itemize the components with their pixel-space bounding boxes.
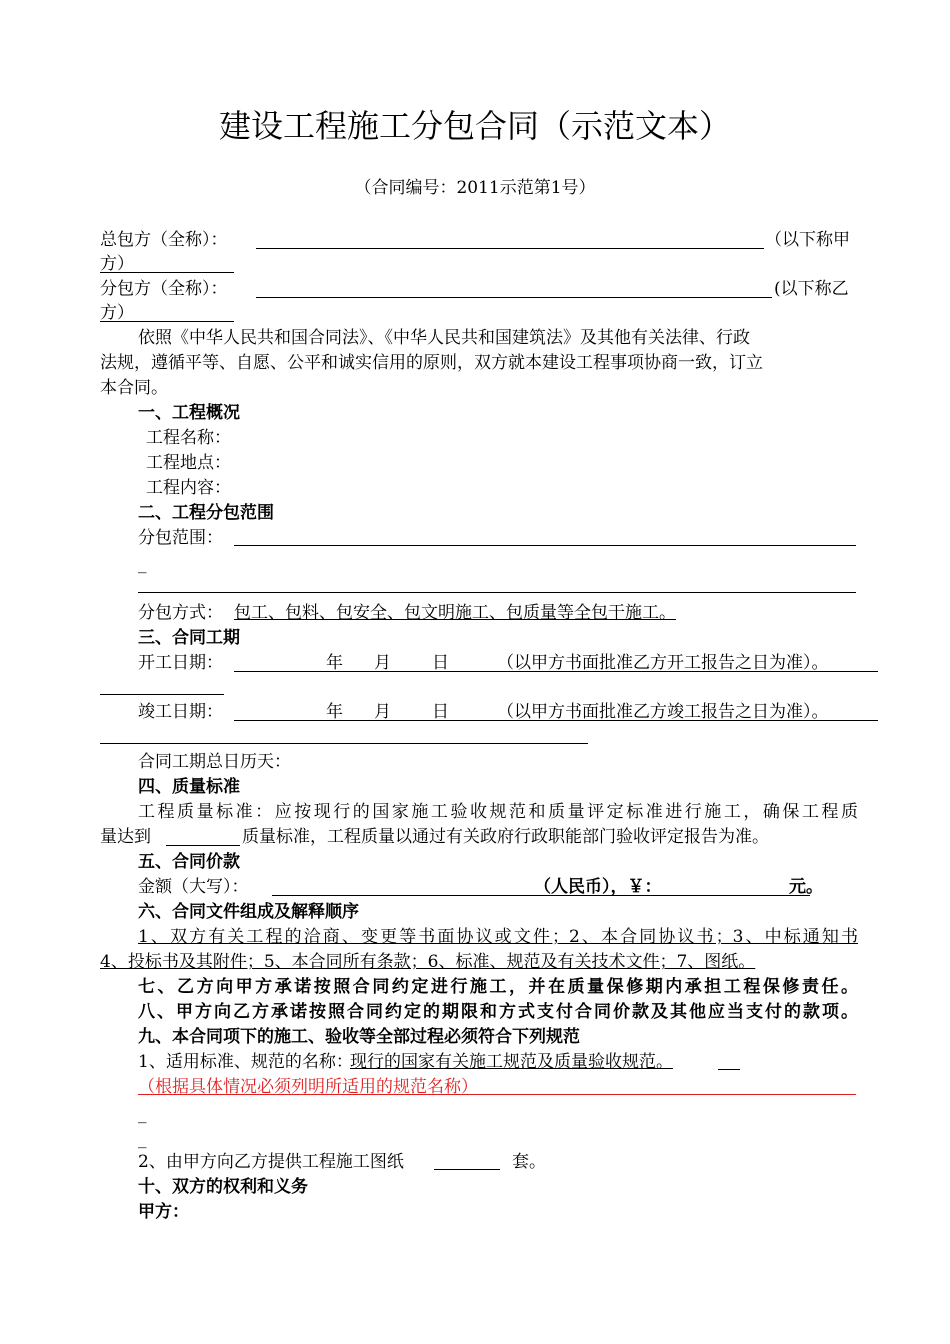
preamble-line-1: 依照《中华人民共和国合同法》、《中华人民共和国建筑法》及其他有关法律、行政 xyxy=(138,328,750,348)
contract-number: （合同编号：2011示范第1号） xyxy=(354,178,596,198)
standards-value: 现行的国家有关施工规范及质量验收规范。 xyxy=(350,1052,673,1072)
amount-yuan-label: 元。 xyxy=(789,877,823,897)
amount-rmb-label: （人民币），￥： xyxy=(534,877,662,897)
standards-underline-tail xyxy=(718,1069,740,1070)
end-date-label: 竣工日期： xyxy=(138,702,223,722)
total-days-label: 合同工期总日历天： xyxy=(138,752,291,772)
scope-field[interactable] xyxy=(234,545,856,546)
start-date-label: 开工日期： xyxy=(138,653,223,673)
general-contractor-field[interactable] xyxy=(256,248,764,249)
subcontractor-suffix-2: 方） xyxy=(100,303,134,323)
section-10-heading: 十、双方的权利和义务 xyxy=(138,1177,308,1197)
section-3-heading: 三、合同工期 xyxy=(138,628,240,648)
drawings-count-field[interactable] xyxy=(434,1169,500,1170)
end-month: 月 xyxy=(374,702,391,722)
drawings-label: 2、由甲方向乙方提供工程施工图纸 xyxy=(138,1152,404,1172)
start-date-note: （以甲方书面批准乙方开工报告之日为准）。 xyxy=(497,653,829,673)
end-date-note: （以甲方书面批准乙方竣工报告之日为准）。 xyxy=(497,702,829,722)
drawings-unit: 套。 xyxy=(512,1152,546,1172)
party-a-label: 甲方： xyxy=(138,1202,189,1222)
section-5-heading: 五、合同价款 xyxy=(138,852,240,872)
subcontractor-suffix: (以下称乙 xyxy=(774,279,849,299)
quality-line-2a: 量达到 xyxy=(100,827,151,847)
end-year: 年 xyxy=(326,702,343,722)
scope-label: 分包范围： xyxy=(138,528,223,548)
scope-field-line-2[interactable] xyxy=(138,592,856,593)
standards-dash-1: _ xyxy=(138,1104,147,1124)
end-date-continuation xyxy=(100,743,588,744)
start-date-continuation xyxy=(100,694,224,695)
standards-red-note: （根据具体情况必须列明所适用的规范名称） xyxy=(138,1077,478,1097)
section-2-heading: 二、工程分包范围 xyxy=(138,503,274,523)
quality-line-1: 工程质量标准：应按现行的国家施工验收规范和质量评定标准进行施工，确保工程质 xyxy=(138,802,858,822)
method-label: 分包方式： xyxy=(138,603,223,623)
documents-order-line-1: 1、双方有关工程的洽商、变更等书面协议或文件；2、本合同协议书；3、中标通知书 xyxy=(138,927,858,947)
standards-dash-2: _ xyxy=(138,1129,147,1149)
quality-line-2b: 质量标准，工程质量以通过有关政府行政职能部门验收评定报告为准。 xyxy=(242,827,769,847)
document-title: 建设工程施工分包合同（示范文本） xyxy=(218,107,731,145)
subcontractor-field[interactable] xyxy=(256,297,772,298)
section-9-heading: 九、本合同项下的施工、验收等全部过程必须符合下列规范 xyxy=(138,1027,580,1047)
project-name-label: 工程名称： xyxy=(146,428,231,448)
start-day: 日 xyxy=(432,653,449,673)
project-location-label: 工程地点： xyxy=(146,453,231,473)
general-contractor-underline xyxy=(100,272,234,273)
preamble-line-3: 本合同。 xyxy=(100,378,168,398)
documents-order-line-2: 4、投标书及其附件；5、本合同所有条款；6、标准、规范及有关技术文件；7、图纸。 xyxy=(100,952,756,972)
general-contractor-suffix-2: 方） xyxy=(100,254,134,274)
quality-level-field[interactable] xyxy=(166,845,240,846)
start-month: 月 xyxy=(374,653,391,673)
section-7-text: 七、乙方向甲方承诺按照合同约定进行施工，并在质量保修期内承担工程保修责任。 xyxy=(138,977,858,997)
method-value: 包工、包料、包安全、包文明施工、包质量等全包干施工。 xyxy=(234,603,676,623)
section-8-text: 八、甲方向乙方承诺按照合同约定的期限和方式支付合同价款及其他应当支付的款项。 xyxy=(138,1002,858,1022)
section-1-heading: 一、工程概况 xyxy=(138,403,240,423)
subcontractor-label: 分包方（全称）： xyxy=(100,279,228,299)
amount-label: 金额（大写）： xyxy=(138,877,249,897)
project-content-label: 工程内容： xyxy=(146,478,231,498)
general-contractor-suffix: （以下称甲 xyxy=(765,230,850,250)
preamble-line-2: 法规，遵循平等、自愿、公平和诚实信用的原则，双方就本建设工程事项协商一致，订立 xyxy=(100,353,763,373)
standards-label: 1、适用标准、规范的名称： xyxy=(138,1052,353,1072)
start-year: 年 xyxy=(326,653,343,673)
subcontractor-underline xyxy=(100,321,234,322)
general-contractor-label: 总包方（全称）： xyxy=(100,230,228,250)
section-6-heading: 六、合同文件组成及解释顺序 xyxy=(138,902,359,922)
section-4-heading: 四、质量标准 xyxy=(138,777,240,797)
end-day: 日 xyxy=(432,702,449,722)
scope-dash: _ xyxy=(138,554,147,574)
standards-red-field[interactable] xyxy=(138,1094,856,1095)
